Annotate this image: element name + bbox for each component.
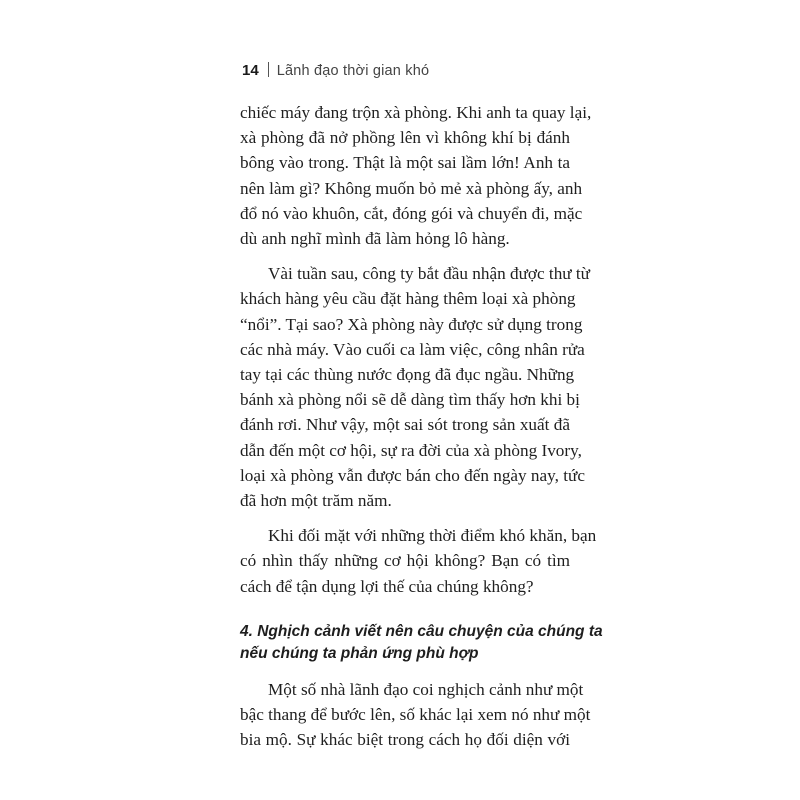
text-line: Khi đối mặt với những thời điểm khó khăn, bạn — [268, 526, 597, 546]
text-line: nên làm gì? Không muốn bỏ mẻ xà phòng ấy, anh — [240, 178, 583, 198]
text-line: chiếc máy đang trộn xà phòng. Khi anh ta quay lại, — [240, 103, 592, 122]
text-line: khách hàng yêu cầu đặt hàng thêm loại xà phòng — [240, 289, 576, 309]
text-line: Vài tuần sau, công ty bắt đầu nhận được thư từ — [268, 264, 590, 284]
page-number: 14 — [242, 62, 259, 79]
paragraph-4 — [240, 677, 591, 753]
body-text — [240, 100, 603, 752]
text-line: các nhà máy. Vào cuối ca làm việc, công nhân rửa — [240, 339, 585, 359]
text-line: “nổi”. Tại sao? Xà phòng này được sử dụng trong — [240, 314, 583, 334]
running-title: Lãnh đạo thời gian khó — [276, 63, 430, 79]
heading-line: nếu chúng ta phản ứng phù hợp — [240, 644, 479, 662]
text-line: đã hơn một trăm năm. — [240, 491, 392, 511]
heading-line: 4. Nghịch cảnh viết nên câu chuyện của chúng ta — [240, 622, 603, 640]
text-line: dẫn đến một cơ hội, sự ra đời của xà phòng Ivory, — [240, 440, 582, 460]
text-line: dù anh nghĩ mình đã làm hỏng lô hàng. — [240, 229, 510, 249]
paragraph-3 — [240, 523, 597, 599]
text-line: loại xà phòng vẫn được bán cho đến ngày nay, tức — [240, 465, 585, 485]
text-line: cách để tận dụng lợi thế của chúng không? — [240, 576, 534, 596]
header-divider — [268, 62, 269, 77]
text-line: đổ nó vào khuôn, cắt, đóng gói và chuyển đi, mặc — [240, 203, 583, 223]
text-line: đánh rơi. Như vậy, một sai sót trong sản xuất đã — [240, 415, 570, 435]
text-line: bông vào trong. Thật là một sai lầm lớn! Anh ta — [240, 153, 570, 173]
text-line: xà phòng đã nở phồng lên vì không khí bị đánh — [240, 128, 570, 148]
paragraph-2 — [240, 261, 590, 513]
page-header — [242, 60, 429, 79]
text-line: bậc thang để bước lên, số khác lại xem nó như một — [240, 705, 591, 725]
text-line: Một số nhà lãnh đạo coi nghịch cảnh như một — [268, 679, 584, 699]
section-heading — [240, 621, 603, 665]
text-line: bánh xà phòng nổi sẽ dễ dàng tìm thấy hơn khi bị — [240, 390, 580, 410]
paragraph-1 — [240, 100, 592, 251]
text-line: có nhìn thấy những cơ hội không? Bạn có tìm — [240, 551, 570, 571]
text-line: bia mộ. Sự khác biệt trong cách họ đối diện với — [240, 730, 570, 750]
text-line: tay tại các thùng nước đọng đã đục ngầu. Những — [240, 365, 575, 385]
